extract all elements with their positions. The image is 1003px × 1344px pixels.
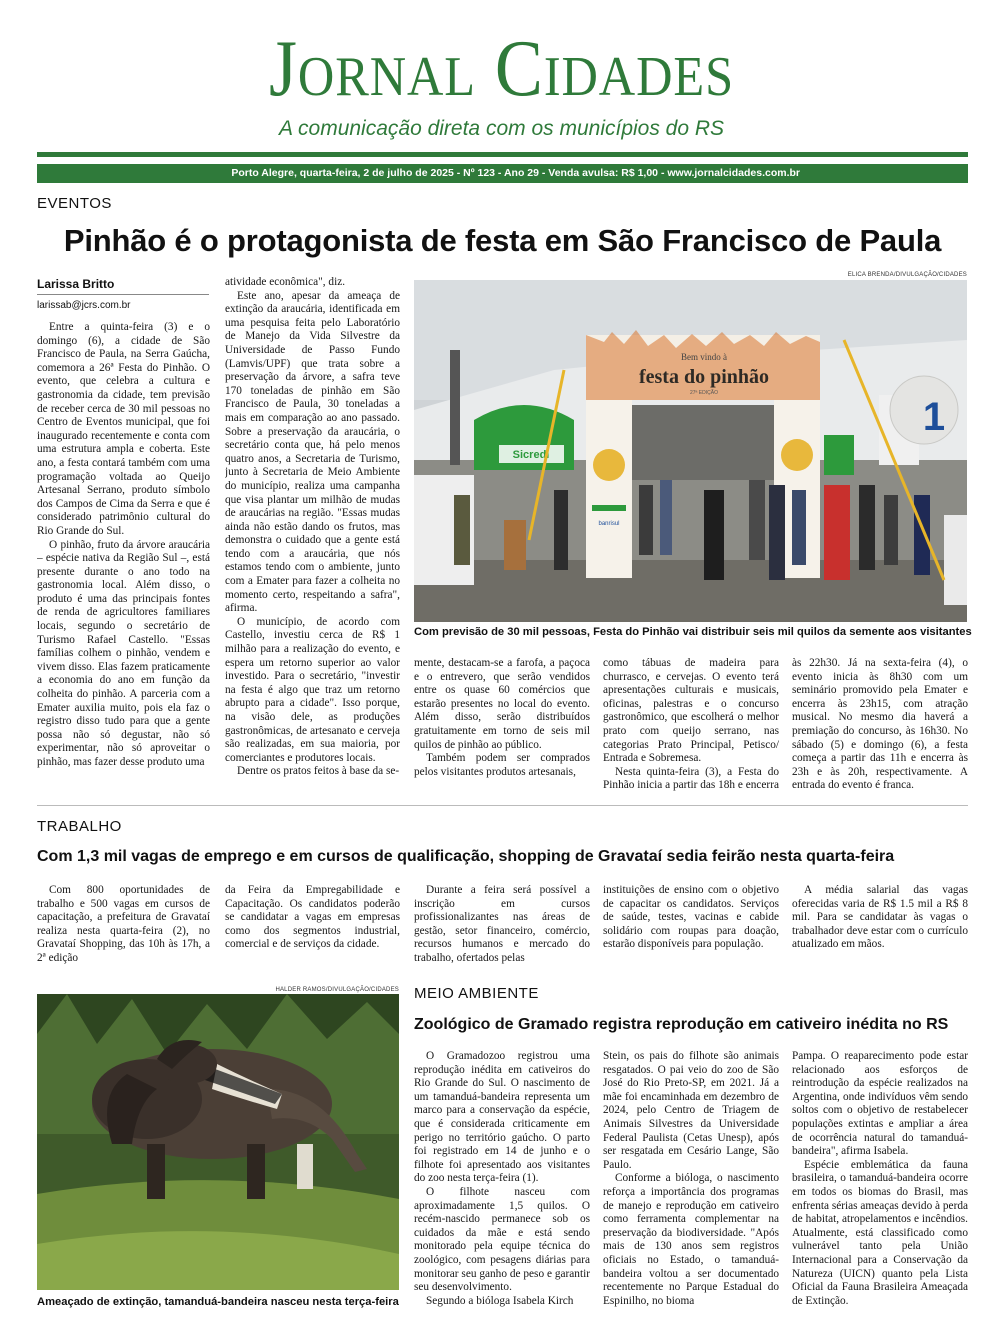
- paragraph: Nesta quinta-feira (3), a Festa do Pinhão inicia a partir das 18h e encerra: [603, 765, 779, 792]
- story2-column-4: [603, 884, 779, 964]
- water-tank-number: 1: [922, 395, 946, 439]
- story2-column-2: [225, 884, 400, 964]
- section-kicker-meio-ambiente: MEIO AMBIENTE: [414, 985, 539, 1002]
- paragraph: Dentre os pratos feitos à base da se-: [237, 765, 400, 778]
- paragraph: atividade econômica", diz.: [225, 276, 346, 288]
- story1-column-3: [414, 657, 590, 793]
- paragraph: O filhote nasceu com aproximadamente 1,5 quilos. O recém-nascido permanece sob os cuidados da mãe e está sendo monitorado pela equipe técnica do zoológico, com pesagens diárias para monitorar seu ganho de peso e garantir seu desenvolvimento.: [414, 1185, 590, 1294]
- story2-column-5: [792, 884, 968, 964]
- paragraph: O município, de acordo com Castello, investiu cerca de R$ 1 milhão para a realização do evento, e espera um retorno superior ao valor investido. Para o secretário, "investir na festa é algo que traz um retorno abrupto para a cidade". Isso porque, na visão dele, as produções gastronômicas, de artesanato e cerveja são realizadas, em sua maioria, por comerciantes e produtores locais.: [225, 615, 400, 764]
- dateline-bar: Porto Alegre, quarta-feira, 2 de julho de 2025 - Nº 123 - Ano 29 - Venda avulsa: R$ 1,00 - www.jornalcidades.com.br: [37, 164, 968, 183]
- story1-column-5: [792, 657, 968, 793]
- headline-gramado-zoo: Zoológico de Gramado registra reprodução em cativeiro inédita no RS: [414, 1016, 949, 1033]
- paragraph: da Feira da Empregabilidade e Capacitação. Os candidatos poderão se candidatar a vagas em empresas como dos segmentos industrial, comercial e de serviços da cidade.: [225, 884, 400, 951]
- byline-author: Larissa Britto: [37, 277, 115, 291]
- paragraph: como tábuas de madeira para churrasco, e cervejas. O evento terá apresentações culturais e musicais, oficinas, palestras e o concurso gastronômico, que escolherá o melhor prato com queijo serrano, nas categorias Prato Principal, Petisco/ Entrada e Sobremesa.: [603, 657, 779, 765]
- paragraph: Segundo a bióloga Isabela Kirch: [426, 1294, 574, 1307]
- byline-rule: [37, 294, 209, 295]
- paragraph: Também podem ser comprados pelos visitantes produtos artesanais,: [414, 752, 590, 778]
- paragraph: mente, destacam-se a farofa, a paçoca e o entrevero, que serão vendidos entre os quase 60 comércios que estarão presentes no local do evento. Além disso, serão distribuídos gratuitamente em torno de seis mil quilos de pinhão ao público.: [414, 657, 590, 751]
- arch-title-text: festa do pinhão: [638, 366, 770, 388]
- photo-credit-zoo: HALDER RAMOS/DIVULGAÇÃO/CIDADES: [275, 987, 399, 993]
- banrisul-label: banrisul: [598, 521, 620, 527]
- photo-credit: ELICA BRENDA/DIVULGAÇÃO/CIDADES: [847, 272, 967, 278]
- paragraph: Entre a quinta-feira (3) e o domingo (6), a cidade de São Francisco de Paula, na Serra Gaúcha, comemora a 26ª Festa do Pinhão. O evento, que celebra a cultura e gastronomia da cidade, tem previsão de receber cerca de 30 mil pessoas no Centro de Eventos municipal, que foi inaugurado recentemente e conta com uma estrutura ampla e coberta. Este ano, a festa contará também com uma programação voltada ao Queijo Artesanal Serrano, produto símbolo dos Campos de Cima da Serra e que é considerado patrimônio cultural do Rio Grande do Sul.: [37, 321, 210, 537]
- paragraph: Pampa. O reaparecimento pode estar relacionado aos esforços de reintrodução da espécie realizados na Argentina, onde indivíduos vêm sendo soltos com o objetivo de restabelecer populações extintas e ampliar a área de ocorrência natural do tamanduá-bandeira", afirma Isabela.: [792, 1050, 968, 1158]
- paragraph: Durante a feira será possível a inscrição em cursos profissionalizantes nas áreas de gestão, setor financeiro, comércio, recursos humanos e mercado do trabalho, ofertados pelas: [414, 884, 590, 964]
- story3-column-2: [603, 1050, 779, 1312]
- masthead-title: Jornal Cidades: [268, 25, 735, 113]
- photo-caption-anteater: Ameaçado de extinção, tamanduá-bandeira nasceu nesta terça-feira: [37, 1296, 399, 1308]
- festa-photo: [414, 280, 967, 622]
- story1-column-4: [603, 657, 779, 793]
- story2-column-1: [37, 884, 210, 964]
- section-divider: [37, 805, 968, 806]
- story1-column-1: [37, 321, 210, 793]
- paragraph: instituições de ensino com o objetivo de capacitar os candidatos. Serviços de saúde, testes, vacinas e cabide solidário com roupas para doação, estarão disponíveis para população.: [603, 884, 779, 951]
- sicredi-tent-label: Sicredi: [512, 449, 550, 461]
- paragraph: O pinhão, fruto da árvore araucária – espécie nativa da Região Sul –, está presente durante o ano todo na gastronomia local. Além disso, o produto é uma das principais fontes de renda de agricultores familiares locais, segundo o secretário de Turismo Rafael Castello. "Essas famílias colhem o pinhão, vendem e vivem disso. Elas fazem praticamente a economia do ano em função da colheita do pinhão. A parceria com a Emater auxilia muito, pois ela faz o registro disso tudo para que a gente possa não só degustar, não só experimentar, não só aproveitar o pinhão, mas fazer desse produto uma: [37, 538, 210, 768]
- section-kicker-trabalho: TRABALHO: [37, 818, 122, 835]
- anteater-photo: [37, 994, 399, 1290]
- paragraph: O Gramadozoo registrou uma reprodução inédita em cativeiros do Rio Grande do Sul. O nascimento de um tamanduá-bandeira representa um marco para a conservação da espécie, que é considerada criticamente em perigo no território gaúcho. O parto foi registrado em 14 de junho e o filhote foi apresentado aos visitantes do zoo nesta terça-feira (1).: [414, 1050, 590, 1185]
- arch-edition-text: 27ª EDIÇÃO: [690, 390, 718, 396]
- festa-photo-illustration: [414, 280, 967, 622]
- story2-column-3: [414, 884, 590, 964]
- story1-column-2: [225, 276, 400, 793]
- photo-caption-festa: Com previsão de 30 mil pessoas, Festa do Pinhão vai distribuir seis mil quilos da semente aos visitantes: [414, 626, 972, 638]
- paragraph: Este ano, apesar da ameaça de extinção da araucária, identificada em uma pesquisa feita pelo Laboratório de Manejo da Vida Silvestre da Universidade de Passo Fundo (Lamvis/UPF) que trata sobre a preservação da árvore, a safra teve 170 toneladas de pinhão em São Francisco de Paula, 30 toneladas a mais em comparação ao ano passado. Sobre a preservação da araucária, o secretário conta que, há pelo menos quatro anos, a Secretaria de Turismo, junto à Secretaria de Meio Ambiente do município, realiza uma campanha que visa plantar um milhão de mudas de araucárias na região. "Essas mudas ainda não estão dando os frutos, mas demonstra o cuidado que a gente está tendo com a araucária, que nós estamos tendo com o ambiente, junto com a Emater para fazer a colheita no momento certo, respeitando a safra", afirma.: [225, 289, 400, 615]
- story3-column-1: [414, 1050, 590, 1312]
- paragraph: A média salarial das vagas oferecidas varia de R$ 1.5 mil a R$ 8 mil. Para se candidatar às vagas o trabalhador deve estar com o currículo atualizado em mãos.: [792, 884, 968, 951]
- paragraph: Conforme a bióloga, o nascimento reforça a importância dos programas de manejo e reprodução em cativeiro como ferramenta complementar na preservação da biodiversidade. "Após mais de 130 anos sem registros oficiais no Estado, o tamanduá-bandeira voltou a ser documentado recentemente no Parque Estadual do Espinilho, no bioma: [603, 1172, 779, 1307]
- headline-pinhao: Pinhão é o protagonista de festa em São Francisco de Paula: [63, 223, 942, 258]
- section-kicker-eventos: EVENTOS: [37, 195, 112, 212]
- paragraph: Espécie emblemática da fauna brasileira, o tamanduá-bandeira ocorre em todos os biomas do Brasil, mas enfrenta sérias ameaças devido à perda de habitat, atropelamentos e incêndios. Atualmente, está classificado como vulnerável tanto pela União Internacional para a Conservação da Natureza (UICN) quanto pela Lista Oficial da Fauna Brasileira Ameaçada de Extinção.: [792, 1158, 968, 1307]
- story3-column-3: [792, 1050, 968, 1312]
- paragraph: às 22h30. Já na sexta-feira (4), o evento inicia às 8h30 com um seminário promovido pela Emater e encerra às 23h15, com atração musical. No mesmo dia haverá a premiação do concurso, às 16h30. No sábado (5) e domingo (6), a festa começa a partir das 11h e encerra às 23h e às 20h, respectivamente. A entrada do evento é franca.: [792, 657, 968, 792]
- arch-welcome-text: Bem vindo à: [681, 352, 727, 362]
- masthead-rule: [37, 152, 968, 157]
- paragraph: Stein, os pais do filhote são animais resgatados. O pai veio do zoo de São José do Rio Preto-SP, em 2021. Já a mãe foi encaminhada em dezembro de 2024, pelo Centro de Triagem de Animais Silvestres da Universidade Federal Paulista (Cetas Unesp), após ser resgatada em Cesário Lange, São Paulo.: [603, 1050, 779, 1171]
- anteater-photo-illustration: [37, 994, 399, 1290]
- byline-email: larissab@jcrs.com.br: [37, 300, 131, 311]
- masthead-slogan: A comunicação direta com os municípios do RS: [278, 117, 725, 140]
- headline-gravatai: Com 1,3 mil vagas de emprego e em cursos de qualificação, shopping de Gravataí sedia feirão nesta quarta-feira: [37, 848, 895, 865]
- paragraph: Com 800 oportunidades de trabalho e 500 vagas em cursos de capacitação, a prefeitura de Gravataí realiza nesta quarta-feira (2), no Gravataí Shopping, das 10h às 17h, a 2ª edição: [37, 884, 210, 964]
